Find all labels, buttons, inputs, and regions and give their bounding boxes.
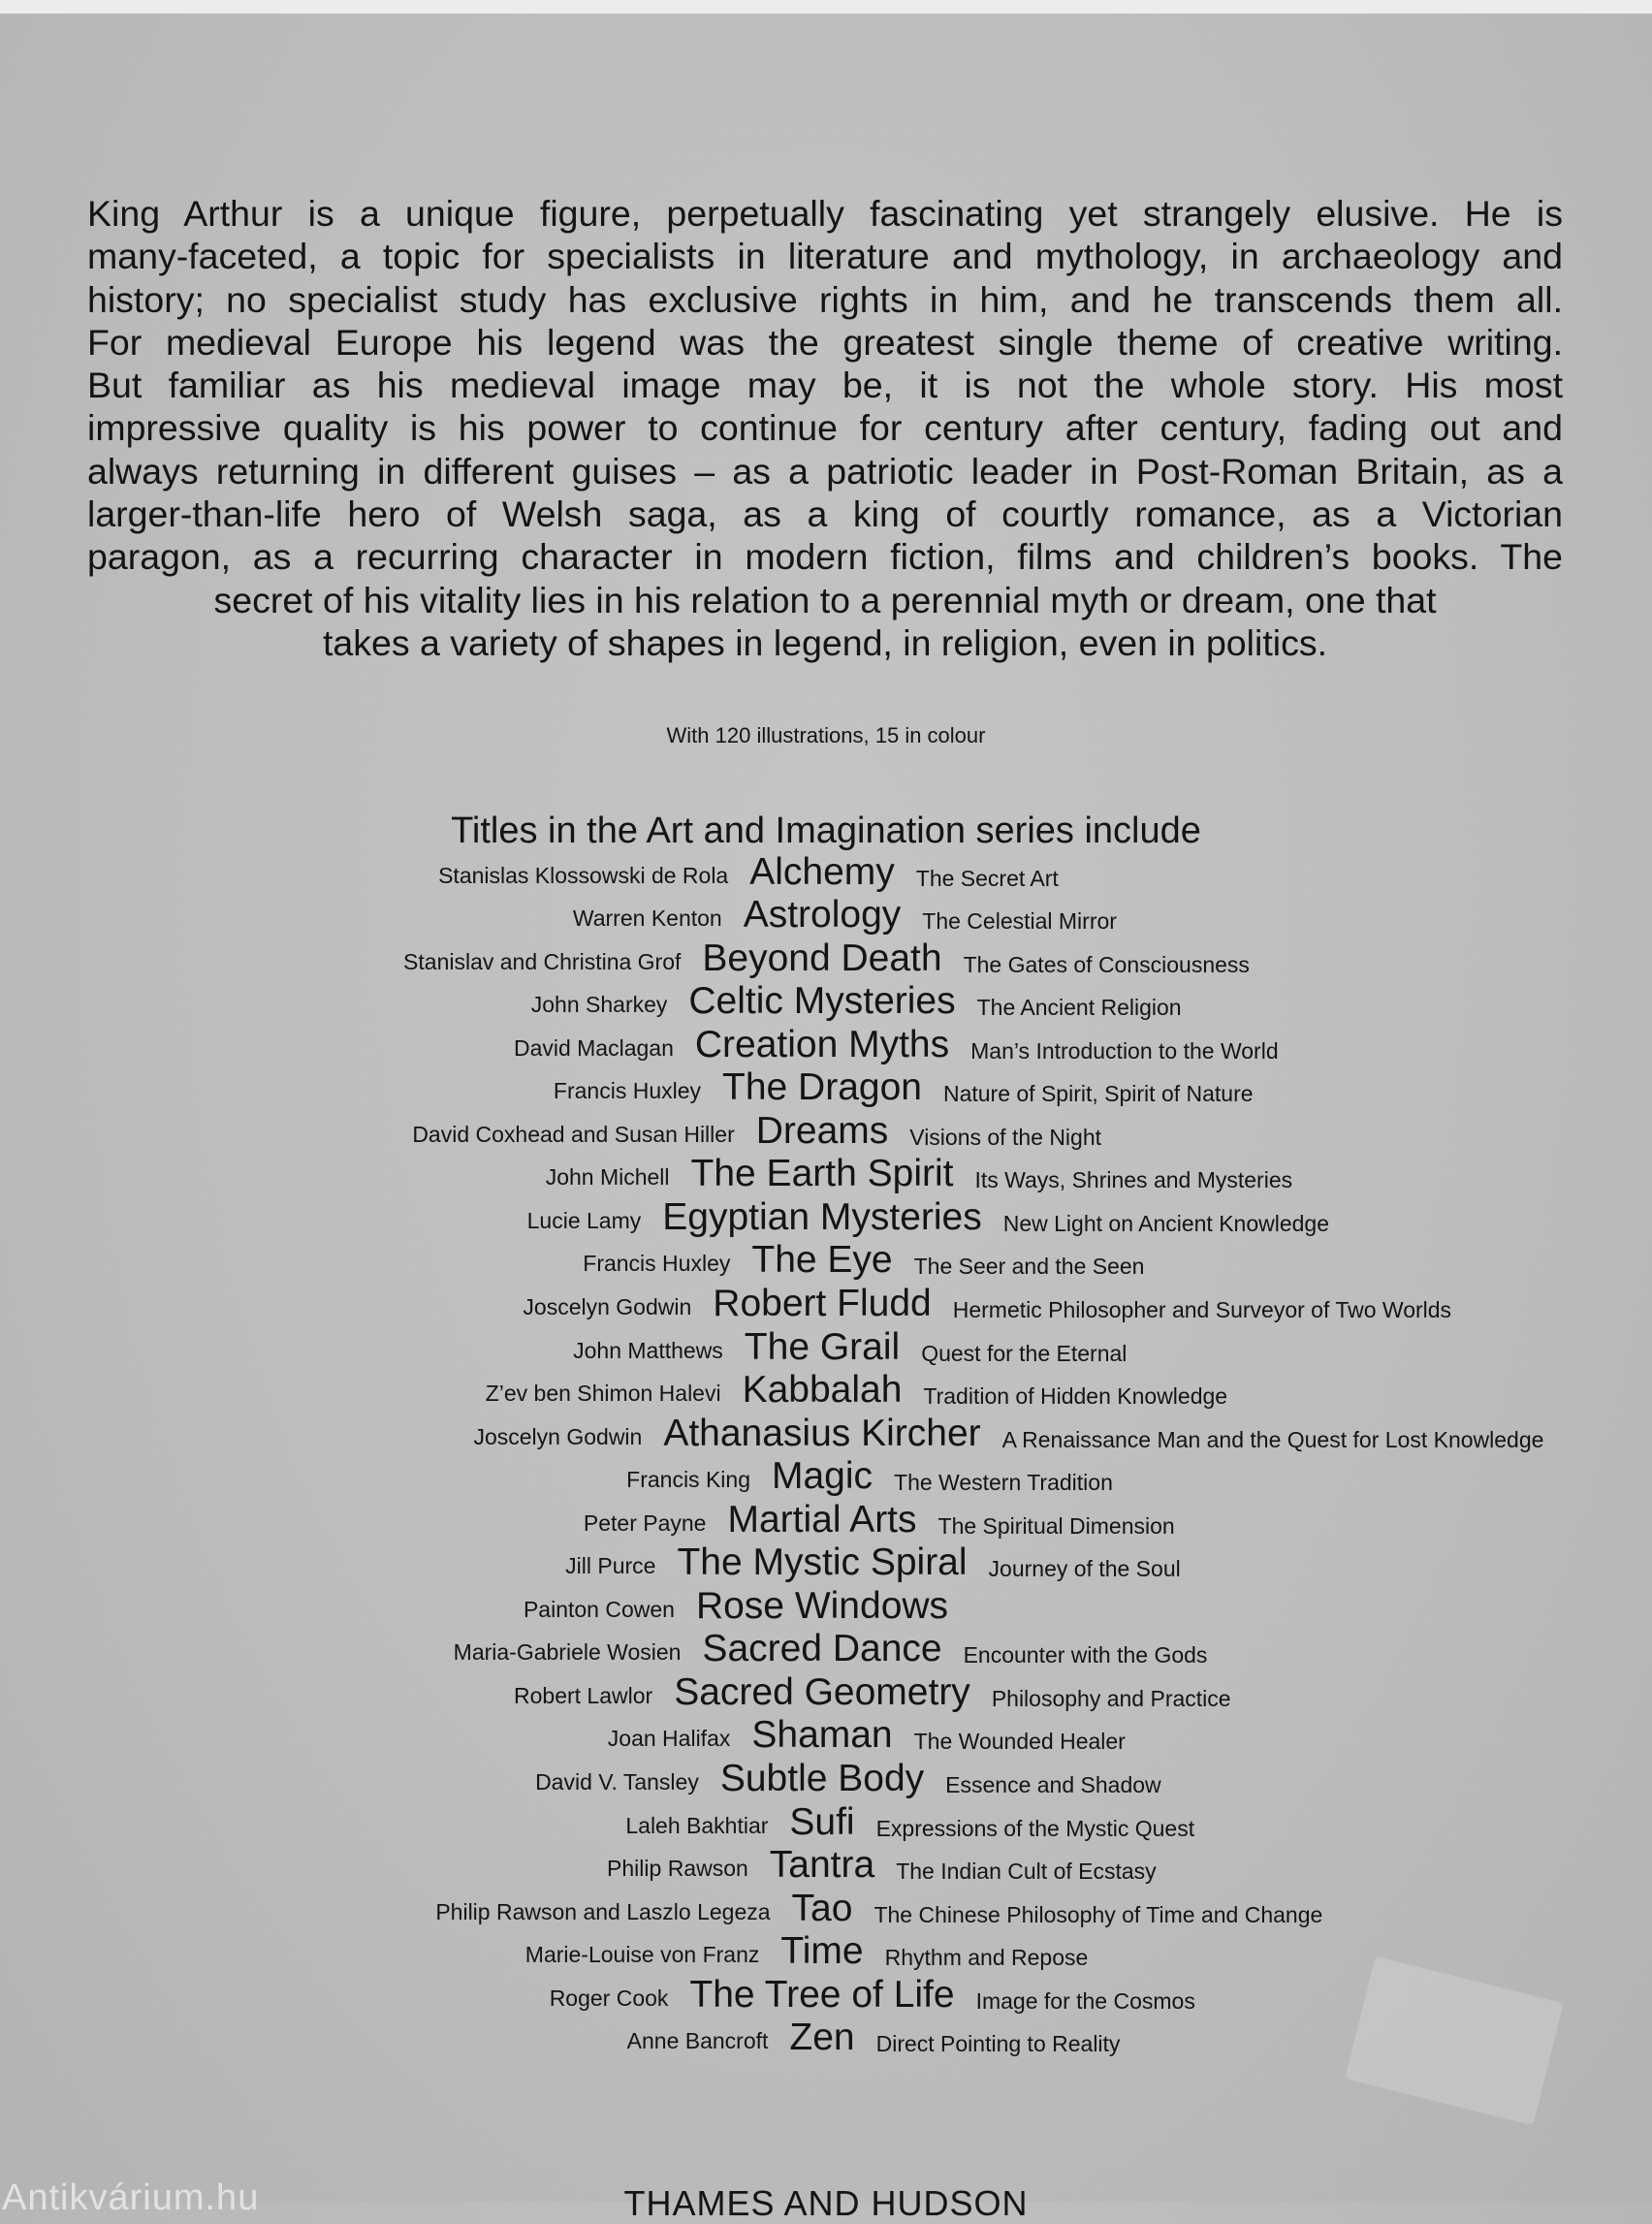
title-author: Joscelyn Godwin <box>473 1423 643 1449</box>
book-subtitle: Visions of the Night <box>909 1124 1102 1150</box>
book-title: Celtic Mysteries <box>688 980 956 1023</box>
book-subtitle: Philosophy and Practice <box>991 1685 1231 1711</box>
series-title-row <box>0 1758 1652 1805</box>
series-title-row <box>0 980 1652 1029</box>
book-title: Sufi <box>789 1800 855 1843</box>
book-title: Time <box>780 1930 864 1973</box>
blurb-line: But familiar as his medieval image may be, it is not the whole story. His most <box>87 365 1563 406</box>
book-title: Sacred Geometry <box>674 1670 970 1713</box>
book-subtitle: Expressions of the Mystic Quest <box>875 1815 1195 1841</box>
title-author: Jill Purce <box>565 1553 656 1579</box>
series-title-row <box>0 1412 1652 1460</box>
book-title: Athanasius Kircher <box>663 1412 981 1454</box>
series-title-row <box>0 1800 1652 1849</box>
title-author: Roger Cook <box>549 1985 669 2011</box>
series-title-row <box>0 1066 1652 1115</box>
book-title: Beyond Death <box>702 937 942 979</box>
series-title-row <box>0 1714 1652 1763</box>
book-subtitle: The Wounded Healer <box>913 1729 1126 1755</box>
title-author: Philip Rawson and Laszlo Legeza <box>435 1898 771 1924</box>
blurb-line: paragon, as a recurring character in modern fiction, films and children’s books. The <box>87 536 1563 578</box>
book-subtitle: The Celestial Mirror <box>922 908 1117 935</box>
book-title: Robert Fludd <box>713 1283 932 1325</box>
series-title-row <box>0 1844 1652 1892</box>
blurb-line: King Arthur is a unique figure, perpetually fascinating yet strangely elusive. He is <box>87 193 1563 234</box>
book-subtitle: Its Ways, Shrines and Mysteries <box>974 1167 1293 1193</box>
book-title: Tantra <box>769 1844 875 1887</box>
book-subtitle: New Light on Ancient Knowledge <box>1002 1210 1330 1236</box>
book-subtitle: Rhythm and Repose <box>884 1945 1089 1971</box>
book-subtitle: Nature of Spirit, Spirit of Nature <box>942 1081 1254 1107</box>
page-top-edge <box>0 0 1652 14</box>
series-title-row <box>0 1109 1652 1158</box>
publisher-name: THAMES AND HUDSON <box>623 2183 1029 2223</box>
book-title: Martial Arts <box>727 1498 917 1541</box>
book-subtitle: The Chinese Philosophy of Time and Change <box>874 1901 1323 1927</box>
book-subtitle: The Indian Cult of Ecstasy <box>896 1859 1157 1885</box>
book-subtitle: Direct Pointing to Reality <box>875 2031 1121 2057</box>
book-subtitle: Man’s Introduction to the World <box>970 1037 1279 1064</box>
series-title-row <box>0 1498 1652 1546</box>
title-author: Philip Rawson <box>607 1856 748 1882</box>
blurb-line: takes a variety of shapes in legend, in religion, even in politics. <box>322 621 1327 663</box>
book-title: The Tree of Life <box>689 1973 955 2016</box>
title-author: Joan Halifax <box>607 1726 731 1752</box>
title-author: John Michell <box>545 1164 670 1191</box>
book-subtitle: Quest for the Eternal <box>921 1340 1128 1366</box>
blurb-line: many-faceted, a topic for specialists in literature and mythology, in archaeology and <box>87 236 1563 277</box>
book-title: Egyptian Mysteries <box>662 1195 982 1238</box>
title-author: Marie-Louise von Franz <box>524 1942 760 1968</box>
book-subtitle: Tradition of Hidden Knowledge <box>923 1383 1228 1410</box>
book-subtitle: Image for the Cosmos <box>975 1987 1195 2014</box>
series-heading: Titles in the Art and Imagination series include <box>451 810 1201 851</box>
title-author: Francis Huxley <box>583 1251 731 1277</box>
series-title-list <box>0 850 1652 2064</box>
book-subtitle: The Secret Art <box>915 865 1059 891</box>
book-title: Subtle Body <box>719 1758 925 1800</box>
book-title: Tao <box>791 1887 853 1929</box>
book-subtitle: The Ancient Religion <box>976 995 1182 1021</box>
title-author: Warren Kenton <box>572 905 722 932</box>
blurb-line: history; no specialist study has exclusive rights in him, and he transcends them all. <box>87 278 1563 320</box>
book-title: Shaman <box>751 1714 893 1757</box>
title-author: Stanislas Klossowski de Rola <box>438 862 729 888</box>
blurb-line: secret of his vitality lies in his relation to a perennial myth or dream, one that <box>213 579 1437 620</box>
title-author: David Maclagan <box>513 1034 674 1061</box>
book-subtitle: Essence and Shadow <box>945 1772 1161 1798</box>
series-title-row <box>0 1541 1652 1590</box>
title-author: Robert Lawlor <box>514 1682 653 1708</box>
watermark: Antikvárium.hu <box>2 2177 260 2218</box>
series-title-row <box>0 1153 1652 1201</box>
book-title: The Grail <box>744 1325 901 1368</box>
series-title-row <box>0 1584 1652 1633</box>
series-title-row <box>0 1023 1652 1071</box>
title-author: David V. Tansley <box>535 1769 699 1795</box>
title-author: Z’ev ben Shimon Halevi <box>485 1381 721 1407</box>
book-subtitle: Hermetic Philosopher and Surveyor of Two Worlds <box>952 1297 1452 1323</box>
blurb-line: always returning in different guises – as a patriotic leader in Post-Roman Britain, as a <box>87 450 1563 492</box>
book-title: The Eye <box>751 1239 893 1282</box>
book-title: Zen <box>789 2017 855 2059</box>
book-title: Alchemy <box>749 850 895 893</box>
book-subtitle: The Gates of Consciousness <box>963 951 1250 977</box>
series-title-row <box>0 1283 1652 1330</box>
book-subtitle: The Seer and the Seen <box>913 1254 1145 1280</box>
series-title-row <box>0 1195 1652 1244</box>
book-title: Magic <box>771 1455 874 1498</box>
book-subtitle: The Spiritual Dimension <box>937 1512 1175 1539</box>
series-title-row <box>0 1670 1652 1719</box>
title-author: Francis Huxley <box>553 1078 702 1104</box>
title-author: Painton Cowen <box>523 1596 675 1622</box>
series-title-row <box>0 1325 1652 1374</box>
book-subtitle: Journey of the Soul <box>988 1556 1181 1582</box>
series-title-row <box>0 894 1652 942</box>
title-author: Stanislav and Christina Grof <box>403 948 682 974</box>
title-author: David Coxhead and Susan Hiller <box>412 1121 735 1147</box>
title-author: Maria-Gabriele Wosien <box>453 1639 682 1666</box>
series-title-row <box>0 850 1652 899</box>
title-author: Francis King <box>626 1467 750 1493</box>
book-title: Dreams <box>755 1109 889 1152</box>
series-title-row <box>0 1455 1652 1504</box>
series-title-row <box>0 1369 1652 1417</box>
book-title: The Earth Spirit <box>690 1153 954 1195</box>
book-title: Astrology <box>743 894 902 937</box>
title-author: Anne Bancroft <box>626 2028 769 2054</box>
book-subtitle: The Western Tradition <box>894 1470 1113 1496</box>
book-title: The Dragon <box>722 1066 922 1109</box>
series-title-row <box>0 1628 1652 1676</box>
blurb-line: larger-than-life hero of Welsh saga, as a king of courtly romance, as a Victorian <box>87 493 1563 535</box>
book-subtitle: A Renaissance Man and the Quest for Lost Knowledge <box>1001 1426 1544 1452</box>
blurb-paragraph <box>87 192 1563 664</box>
title-author: John Matthews <box>573 1337 723 1363</box>
book-subtitle: Encounter with the Gods <box>963 1642 1208 1668</box>
series-title-row <box>0 937 1652 985</box>
book-title: Creation Myths <box>694 1023 950 1065</box>
title-author: Lucie Lamy <box>526 1207 642 1233</box>
title-author: Peter Payne <box>583 1509 707 1536</box>
series-title-row <box>0 1239 1652 1287</box>
book-title: Sacred Dance <box>702 1628 942 1670</box>
title-author: John Sharkey <box>530 992 668 1018</box>
book-title: The Mystic Spiral <box>677 1541 968 1584</box>
book-title: Kabbalah <box>742 1369 903 1412</box>
title-author: Laleh Bakhtiar <box>625 1812 769 1838</box>
blurb-line: impressive quality is his power to continue for century after century, fading out and <box>87 407 1563 449</box>
title-author: Joscelyn Godwin <box>523 1294 692 1320</box>
book-title: Rose Windows <box>695 1584 949 1627</box>
series-title-row <box>0 1887 1652 1935</box>
illustrations-note: With 120 illustrations, 15 in colour <box>666 723 986 747</box>
blurb-line: For medieval Europe his legend was the greatest single theme of creative writing. <box>87 321 1563 363</box>
